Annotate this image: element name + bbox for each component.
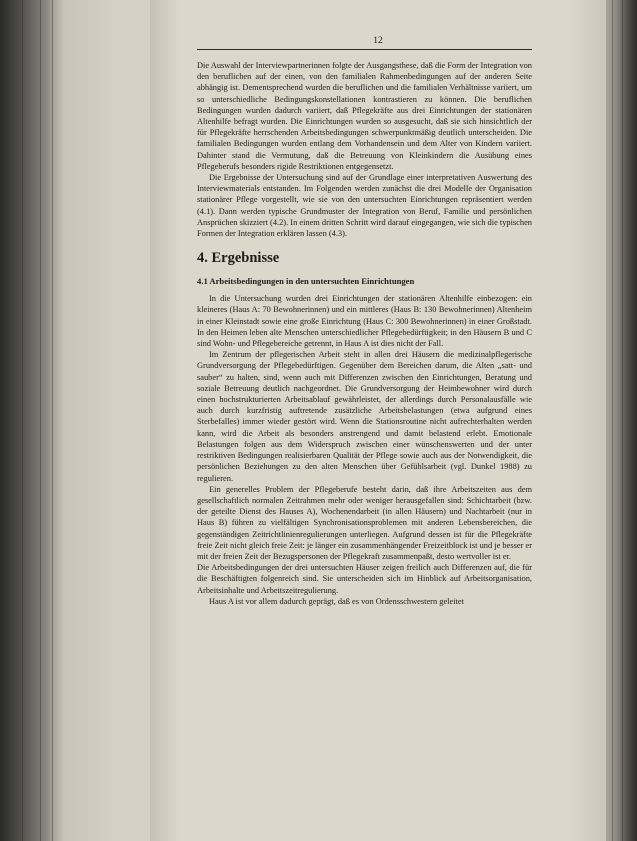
- page-edge-line: [22, 0, 23, 841]
- paragraph: In die Untersuchung wurden drei Einrichtungen der stationären Altenhilfe einbezogen: ein kleineres (Haus A: 70 Bewohnerinnen) und ein mittleres (Haus B: 130 Bewohnerinnen) Altenheim in einer Kleinstadt sowie eine große Einrichtung (Haus C: 300 Bewohnerinnen) in einer Großstadt. In den Heimen leben alte Menschen unterschiedlicher Pflegebedürftigkeit; in den Häusern B und C sind Wohn- und Pflegebereiche getrennt, in Haus A ist dies nicht der Fall.: [197, 294, 532, 349]
- page-edge-line: [622, 0, 623, 841]
- page-edge-line: [52, 0, 53, 841]
- header-rule: [197, 49, 532, 50]
- body-text: [197, 60, 532, 607]
- page-edge-line: [40, 0, 41, 841]
- paragraph: Die Auswahl der Interviewpartnerinnen folgte der Ausgangsthese, daß die Form der Integration von den beruflichen auf der einen, von den familialen Rahmenbedingungen auf der anderen Seite abhängig ist. Dementsprechend wurden die beruflichen und die familialen Verhältnisse variiert, um so unterschiedliche Bedingungskonstellationen kontrastieren zu können. Die beruflichen Bedingungen wurden dadurch variiert, daß Pflegekräfte aus drei Einrichtungen der stationären Altenhilfe befragt wurden. Die Einrichtungen wurden so ausgesucht, daß sie sich hinsichtlich der für Pflegekräfte herrschenden Arbeitsbedingungen schwerpunktmäßig deutlich unterscheiden. Die familialen Bedingungen wurden entlang dem Vorhandensein und dem Alter von Kindern variiert. Dahinter stand die Vermutung, daß die Betreuung von Kleinkindern die Ausübung eines Pflegeberufs besonders rigide Restriktionen entgegensetzt.: [197, 61, 532, 171]
- book-page: [150, 0, 606, 841]
- paragraph: Die Arbeitsbedingungen der drei untersuchten Häuser zeigen freilich auch Differenzen auf, die für die Beschäftigten folgenreich sind. Sie unterscheiden sich im Hinblick auf Arbeitsorganisation, Arbeitsinhalte und Arbeitszeitregulierung.: [197, 563, 532, 595]
- page-edge-line: [612, 0, 613, 841]
- paragraph: Ein generelles Problem der Pflegeberufe besteht darin, daß ihre Arbeitszeiten aus dem gesellschaftlich normalen Zeitrahmen mehr oder weniger herausgefallen sind: Schichtarbeit (bzw. der geteilte Dienst des Hauses A), Wochenendarbeit (in allen Häusern) und Nachtarbeit (nur in Haus B) führen zu vielfältigen Synchronisationsproblemen mit anderen Lebensbereichen, die gegenständigen Zeitrichtlinienregulierungen unterliegen. Aufgrund dessen ist für die Pflegekräfte freie Zeit nicht gleich freie Zeit: je länger ein zusammenhängender Freizeitblock ist und je besser er mit der freien Zeit der Bezugspersonen der Pflegekraft zusammenpaßt, desto wertvoller ist er.: [197, 484, 532, 561]
- subsection-heading: 4.1 Arbeitsbedingungen in den untersuchten Einrichtungen: [197, 276, 415, 287]
- paragraph: Im Zentrum der pflegerischen Arbeit steht in allen drei Häusern die medizinalpflegerische Grundversorgung der Pflegebedürftigen. Gegenüber dem Bereichen darum, die Alten „satt- und sauber“ zu halten, sind, wenn auch mit Differenzen zwischen den Einrichtungen, Beratung und soziale Betreuung deutlich nachgeordnet. Die Grundversorgung der Heimbewohner wird durch einen hochstrukturierten Arbeitsablauf gewährleistet, der allerdings durch Personalausfälle wie auch durch kurzfristig auftretende zusätzliche Arbeitsbelastungen (etwa aufgrund eines Sterbefalles) immer wieder gestört wird. Wenn die Stationsroutine nicht aufrechterhalten werden kann, wird die Arbeit als besonders anstrengend und damit belastend erlebt. Emotionale Belastungen folgen aus dem Widerspruch zwischen einer wünschenswerten und der unter restriktiven Bedingungen realisierbaren Qualität der Pflege sowie auch aus der Notwendigkeit, die persönlichen Beziehungen zu den alten Menschen über Gefühlsarbeit (vgl. Dunkel 1988) zu regulieren.: [197, 350, 532, 483]
- page-number: 12: [373, 36, 383, 46]
- section-heading: 4. Ergebnisse: [197, 250, 280, 267]
- paragraph: Haus A ist vor allem dadurch geprägt, daß es von Ordensschwestern geleitet: [209, 596, 464, 606]
- paragraph: Die Ergebnisse der Untersuchung sind auf der Grundlage einer interpretativen Auswertung des Interviewmaterials entstanden. Im Folgenden werden zunächst die drei Modelle der Organisation stationärer Pflege vorgestellt, wie sie von den untersuchten Einrichtungen repräsentiert werden (4.1). Dann werden typische Grundmuster der Integration von Beruf, Familie und persönlichen Ansprüchen skizziert (4.2). In einem dritten Schritt wird darauf eingegangen, wie sich die typischen Formen der Integration erklären lassen (4.3).: [197, 173, 532, 239]
